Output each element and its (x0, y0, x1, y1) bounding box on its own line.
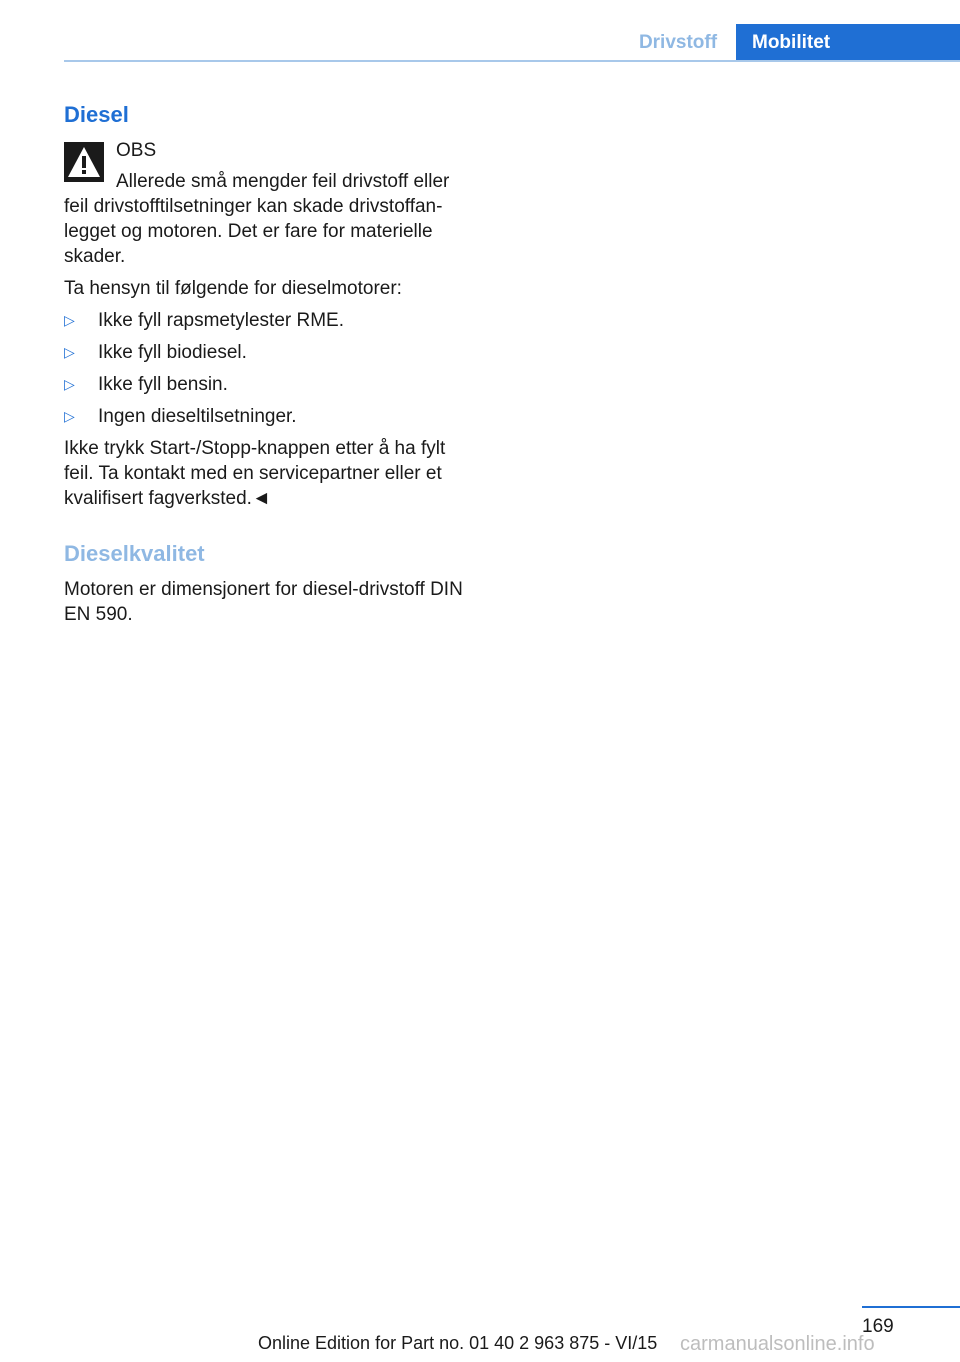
triangle-bullet-icon: ▷ (64, 312, 75, 328)
triangle-bullet-icon: ▷ (64, 376, 75, 392)
header-divider (64, 60, 960, 62)
list-item (64, 372, 474, 397)
list-item (64, 404, 474, 429)
warning-block (64, 138, 474, 269)
watermark: carmanualsonline.info (680, 1333, 875, 1355)
list-item (64, 340, 474, 365)
main-content (64, 100, 474, 634)
intro-text: Ta hensyn til følgende for dieselmotorer: (64, 278, 402, 299)
edition-text: Online Edition for Part no. 01 40 2 963 875 - VI/15 (258, 1333, 658, 1353)
section-title-dieselkvalitet: Dieselkvalitet (64, 541, 205, 566)
tab-mobilitet[interactable]: Mobilitet (736, 24, 960, 61)
section-title-diesel: Diesel (64, 102, 129, 127)
footer-divider (862, 1306, 960, 1308)
triangle-bullet-icon: ▷ (64, 344, 75, 360)
triangle-bullet-icon: ▷ (64, 408, 75, 424)
list-item-text: Ikke fyll rapsmetylester RME. (98, 310, 344, 331)
closing-text: Ikke trykk Start-/Stopp-knappen etter å ha fylt feil. Ta kontakt med en servicepartner eller et kvalifisert fagverksted.◄ (64, 438, 446, 509)
list-item-text: Ingen dieseltilsetninger. (98, 406, 297, 427)
list-item-text: Ikke fyll biodiesel. (98, 342, 247, 363)
warning-label: OBS (116, 140, 157, 161)
warning-triangle-icon (64, 142, 104, 182)
list-item-text: Ikke fyll bensin. (98, 374, 228, 395)
warning-text: Allerede små mengder feil drivstoff eller feil drivstofftilsetninger kan skade drivstoffan-legget og motoren. Det er fare for materielle skader. (64, 171, 450, 267)
tab-drivstoff[interactable]: Drivstoff (638, 32, 718, 53)
diesel-list (64, 308, 474, 429)
dieselkvalitet-text: Motoren er dimensjonert for diesel-drivstoff DIN EN 590. (64, 579, 463, 625)
page-number: 169 (862, 1316, 894, 1337)
list-item (64, 308, 474, 333)
